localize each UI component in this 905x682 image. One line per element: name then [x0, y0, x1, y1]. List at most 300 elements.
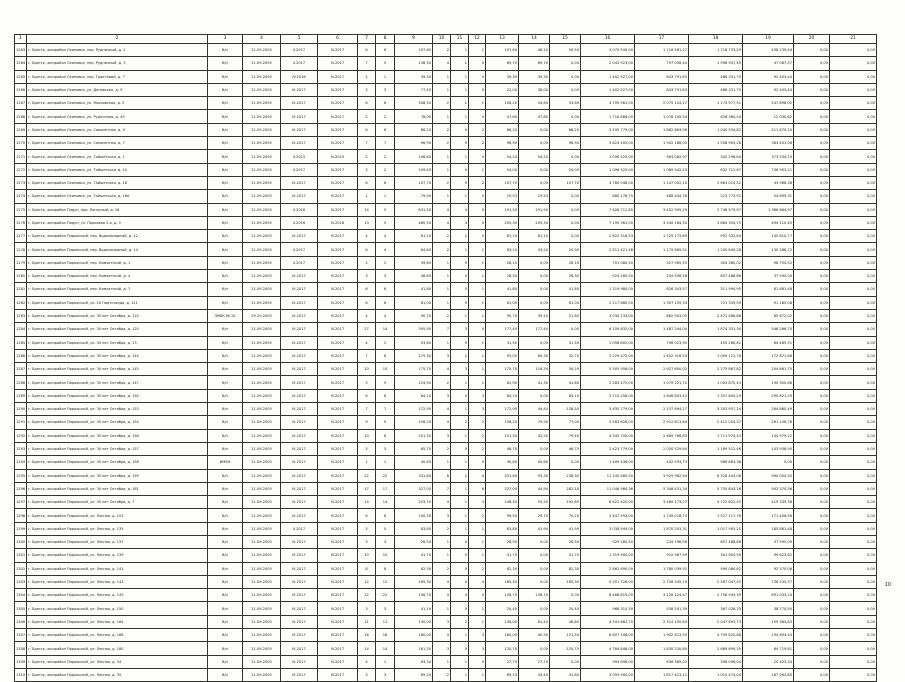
table-cell: IV.2017 [318, 243, 358, 256]
table-cell: б/н [208, 589, 243, 602]
table-cell: 10 [376, 549, 395, 562]
row-number-cell: 1280 [15, 270, 27, 283]
address-cell: г. Братск, жилрайон Порожский, ул. Лесная, д. 150 [27, 602, 208, 615]
table-cell: III.2017 [281, 469, 318, 482]
table-cell: 2 [358, 256, 376, 269]
table-cell: 6 [376, 296, 395, 309]
table-cell: 0,00 [830, 150, 877, 163]
table-cell: 1 089 942,23 [635, 163, 689, 176]
table-cell: III.2017 [281, 296, 318, 309]
table-cell: 2 [469, 562, 486, 575]
table-cell: 0,00 [830, 575, 877, 588]
table-cell: 26,50 [395, 535, 433, 548]
table-cell: 5 [358, 376, 376, 389]
table-cell: 1 [469, 602, 486, 615]
table-cell: 51,60 [550, 309, 581, 322]
table-cell: 0 [451, 123, 469, 136]
table-cell: 13 [358, 216, 376, 229]
row-number-cell: 1288 [15, 376, 27, 389]
table-cell: 1 452 316,54 [635, 349, 689, 362]
table-cell: 3 447 593,00 [581, 509, 635, 522]
table-cell: 261 106,78 [743, 416, 794, 429]
table-cell: 0,00 [519, 535, 550, 548]
table-cell: 21.09.2005 [243, 615, 281, 628]
table-cell: 264 860,49 [743, 403, 794, 416]
table-cell: 1 003 870,43 [689, 376, 743, 389]
table-cell: 69,70 [519, 57, 550, 70]
table-row [15, 323, 877, 336]
row-number-cell: 1278 [15, 243, 27, 256]
table-cell: б/н [208, 442, 243, 455]
table-cell: 1 [376, 456, 395, 469]
table-cell: 6 [376, 176, 395, 189]
table-cell: 21.09.2005 [243, 535, 281, 548]
table-cell: 0,00 [794, 243, 830, 256]
table-cell: 701 080,50 [581, 256, 635, 269]
table-cell: 282,10 [550, 482, 581, 495]
table-cell: 2 [469, 137, 486, 150]
table-cell: 3 229 472,00 [581, 349, 635, 362]
table-cell: 2 [433, 230, 451, 243]
table-cell: 2 314 150,64 [635, 615, 689, 628]
table-cell: 0,00 [830, 336, 877, 349]
table-cell: IV.2017 [318, 562, 358, 575]
table-row [15, 163, 877, 176]
table-cell: 0,00 [830, 323, 877, 336]
table-cell: 0 [451, 535, 469, 548]
table-cell: 0 [451, 256, 469, 269]
table-cell: 0,00 [830, 535, 877, 548]
table-cell: 60,30 [519, 349, 550, 362]
table-cell: 327,00 [486, 482, 519, 495]
row-number-cell: 1295 [15, 469, 27, 482]
table-cell: 3 760 048,00 [581, 176, 635, 189]
table-cell: 28,10 [486, 256, 519, 269]
table-cell: IV.2017 [318, 363, 358, 376]
table-cell: 4 [433, 403, 451, 416]
row-number-cell: 1285 [15, 336, 27, 349]
address-cell: г. Братск, жилрайон Порожский, ул. Лесная, д. 135 [27, 522, 208, 535]
table-cell: 99,50 [486, 509, 519, 522]
table-cell: 120,70 [550, 642, 581, 655]
table-cell: 1 [451, 243, 469, 256]
table-cell: 966 863,36 [689, 456, 743, 469]
table-cell: 63,30 [395, 655, 433, 668]
table-cell: 6 [376, 283, 395, 296]
table-cell: 1 [451, 509, 469, 522]
table-cell: 311 994,95 [689, 283, 743, 296]
table-cell: 194 694,44 [743, 629, 794, 642]
table-cell: 6 [358, 296, 376, 309]
table-cell: 0 [451, 602, 469, 615]
table-cell: 1 169 512,46 [689, 442, 743, 455]
table-cell: 16 [358, 629, 376, 642]
table-cell: 3 215 256,00 [581, 389, 635, 402]
header-cell: 16 [581, 35, 635, 44]
table-cell: III.2017 [281, 376, 318, 389]
table-cell: 130,00 [395, 615, 433, 628]
table-cell: 4 [433, 575, 451, 588]
table-cell: 248,30 [486, 496, 519, 509]
table-cell: III.2017 [281, 602, 318, 615]
row-number-cell: 1268 [15, 110, 27, 123]
row-number-cell: 1263 [15, 44, 27, 57]
table-cell: 54 899,31 [743, 190, 794, 203]
table-cell: 81,40 [519, 615, 550, 628]
table-cell: 6 [376, 44, 395, 57]
table-cell: 48,80 [395, 270, 433, 283]
table-cell: 39,10 [519, 309, 550, 322]
table-cell: 3 480 173,07 [635, 496, 689, 509]
table-cell: б/н [208, 522, 243, 535]
row-number-cell: 1307 [15, 629, 27, 642]
table-cell: 1 711 974,43 [689, 429, 743, 442]
table-cell: 1 096 525,00 [581, 150, 635, 163]
table-cell: 290 821,29 [743, 389, 794, 402]
table-cell: 1 [376, 190, 395, 203]
row-number-cell: 1287 [15, 363, 27, 376]
table-cell: 21.09.2005 [243, 243, 281, 256]
table-cell: 0,00 [794, 230, 830, 243]
table-cell: 10 [376, 363, 395, 376]
table-cell: III.2017 [281, 589, 318, 602]
table-cell: 6 [358, 176, 376, 189]
table-cell: 165,30 [395, 575, 433, 588]
address-cell: г. Братск, жилрайон Порожский, ул. 20 Партсъезда, д. 121 [27, 296, 208, 309]
address-cell: г. Братск, жилрайон Порожский, ул. Лесная, д. 34 [27, 655, 208, 668]
table-row [15, 150, 877, 163]
table-cell: 3 [451, 363, 469, 376]
table-cell: 1 [469, 270, 486, 283]
table-cell: 43,40 [519, 668, 550, 681]
table-row [15, 44, 877, 57]
table-row [15, 83, 877, 96]
table-cell: 69,20 [486, 668, 519, 681]
table-cell: 968 310,50 [581, 602, 635, 615]
table-cell: 3 [433, 615, 451, 628]
table-cell: 205,30 [486, 216, 519, 229]
table-cell: 0,00 [519, 575, 550, 588]
table-cell: 2 [376, 256, 395, 269]
table-cell: б/н [208, 97, 243, 110]
table-row [15, 655, 877, 668]
table-cell: III.2017 [281, 110, 318, 123]
table-cell: 124,90 [395, 376, 433, 389]
table-cell: 20,90 [550, 243, 581, 256]
table-cell: 144 979,22 [743, 429, 794, 442]
table-row [15, 496, 877, 509]
row-number-cell: 1282 [15, 296, 27, 309]
table-row [15, 110, 877, 123]
table-cell: 1 [469, 376, 486, 389]
table-cell: 3 824 405,00 [581, 137, 635, 150]
table-cell: 39,60 [395, 256, 433, 269]
table-cell: IV.2017 [318, 97, 358, 110]
table-cell: 0,00 [830, 57, 877, 70]
table-cell: 891 033,14 [743, 589, 794, 602]
table-cell: 952 332,84 [689, 230, 743, 243]
table-cell: 1 [433, 70, 451, 83]
table-cell: 1 558 905,28 [689, 137, 743, 150]
table-cell: 90,70 [395, 309, 433, 322]
table-cell: 81,10 [395, 230, 433, 243]
table-cell: 1 780 039,92 [635, 562, 689, 575]
table-cell: 0,00 [830, 442, 877, 455]
table-cell: 120,70 [486, 642, 519, 655]
table-cell: 994 696,00 [581, 655, 635, 668]
table-cell: 736 903,21 [743, 163, 794, 176]
table-cell: 1 [433, 150, 451, 163]
table-cell: 69,20 [395, 668, 433, 681]
table-cell: 0,00 [830, 44, 877, 57]
table-cell: 8 [358, 562, 376, 575]
table-cell: 41,70 [550, 549, 581, 562]
table-cell: 107,60 [486, 44, 519, 57]
table-cell: 7 [376, 137, 395, 150]
table-cell: 81,10 [519, 230, 550, 243]
table-cell: 223 773,91 [689, 190, 743, 203]
table-cell: 14 [376, 496, 395, 509]
table-cell: 1 [358, 70, 376, 83]
table-cell: 27 [358, 323, 376, 336]
table-cell: 3 [469, 403, 486, 416]
table-cell: 0,00 [794, 629, 830, 642]
table-cell: 4 [433, 57, 451, 70]
table-cell: III.2017 [281, 549, 318, 562]
table-cell: 0,00 [519, 270, 550, 283]
table-cell: 1 527 117,76 [689, 509, 743, 522]
table-cell: 20 423,34 [743, 655, 794, 668]
table-cell: 2 663 010,52 [689, 176, 743, 189]
table-cell: 40,50 [519, 629, 550, 642]
table-cell: 3 [433, 389, 451, 402]
table-cell: 2 267 047,45 [689, 575, 743, 588]
table-cell: 2 [433, 562, 451, 575]
table-cell: 161,30 [395, 642, 433, 655]
table-cell: IV.2017 [318, 416, 358, 429]
table-cell: 1 200 849,28 [689, 243, 743, 256]
table-cell: 1 [469, 535, 486, 548]
table-cell: 0,00 [794, 602, 830, 615]
table-cell: IV.2017 [318, 323, 358, 336]
table-cell: 234 598,58 [635, 270, 689, 283]
table-cell: 1 409 438,00 [581, 456, 635, 469]
table-row [15, 256, 877, 269]
table-cell: 1 [433, 163, 451, 176]
table-cell: 1 [469, 549, 486, 562]
table-cell: 7 [358, 57, 376, 70]
table-row [15, 602, 877, 615]
table-cell: б/н [208, 137, 243, 150]
table-row [15, 416, 877, 429]
table-cell: 6 [358, 283, 376, 296]
table-row [15, 376, 877, 389]
table-cell: 8 [376, 562, 395, 575]
table-cell: 1 [433, 190, 451, 203]
table-cell: 32,70 [550, 349, 581, 362]
table-cell: 6 [376, 389, 395, 402]
table-cell: 46,70 [486, 442, 519, 455]
table-cell: 64 719,81 [743, 642, 794, 655]
table-cell: III.2017 [281, 615, 318, 628]
table-cell: 3 [376, 668, 395, 681]
table-cell: 2 758 545,19 [635, 575, 689, 588]
table-cell: 26,50 [486, 535, 519, 548]
table-cell: 55,50 [519, 496, 550, 509]
table-cell: 3 [469, 629, 486, 642]
table-cell: б/н [208, 57, 243, 70]
table-cell: 0,00 [794, 70, 830, 83]
table-cell: 3 452 995,29 [635, 203, 689, 216]
address-cell: г. Братск, жилрайон Осиновка, ул. Тайшетская, д. 10 [27, 163, 208, 176]
table-cell: 419 339,38 [743, 496, 794, 509]
table-cell: III.2017 [281, 429, 318, 442]
table-cell: 5 [358, 522, 376, 535]
table-cell: 1 179 865,51 [635, 243, 689, 256]
table-cell: 797 058,44 [635, 57, 689, 70]
table-cell: 159 383,83 [743, 615, 794, 628]
table-cell: 156,20 [486, 416, 519, 429]
table-cell: 4 [433, 589, 451, 602]
table-cell: 1 [451, 629, 469, 642]
table-cell: 41,80 [550, 283, 581, 296]
row-number-cell: 1302 [15, 562, 27, 575]
table-cell: 0,00 [519, 137, 550, 150]
table-cell: 21.09.2005 [243, 176, 281, 189]
table-cell: 0,00 [830, 522, 877, 535]
table-cell: 0,00 [830, 216, 877, 229]
table-cell: 990 080,62 [689, 562, 743, 575]
address-cell: г. Братск, жилрайон Осиновка, ул. Рудничная, д. 49 [27, 110, 208, 123]
table-cell: 21.09.2005 [243, 123, 281, 136]
header-cell: 1 [15, 35, 27, 44]
table-cell: 61,00 [395, 296, 433, 309]
table-cell: 826 343,57 [635, 283, 689, 296]
table-cell: 86,20 [486, 123, 519, 136]
table-cell: 2 [469, 176, 486, 189]
table-cell: 0,00 [830, 203, 877, 216]
table-row [15, 176, 877, 189]
row-number-cell: 1299 [15, 522, 27, 535]
table-cell: 17 [358, 482, 376, 495]
table-cell: 0,00 [830, 243, 877, 256]
table-cell: 0,00 [830, 482, 877, 495]
table-cell: б/н [208, 110, 243, 123]
table-cell: б/н [208, 416, 243, 429]
table-cell: 1 015 474,04 [689, 668, 743, 681]
table-cell: 41,80 [395, 283, 433, 296]
table-cell: 59,50 [550, 44, 581, 57]
table-cell: 442 593,73 [635, 456, 689, 469]
table-cell: 2 [469, 442, 486, 455]
table-cell: б/н [208, 363, 243, 376]
table-row [15, 668, 877, 681]
address-cell: г. Братск, жилрайон Порожский, ул. Лесная, д. 35 [27, 668, 208, 681]
table-cell: 53,60 [550, 97, 581, 110]
table-cell: IV.2017 [318, 629, 358, 642]
table-cell: 0,00 [830, 83, 877, 96]
table-row [15, 230, 877, 243]
table-cell: 5 [376, 203, 395, 216]
table-cell: 1 718 561,27 [635, 44, 689, 57]
table-cell: 1 [433, 535, 451, 548]
table-cell: 0,00 [794, 376, 830, 389]
table-cell: 21.09.2005 [243, 575, 281, 588]
table-cell: 0,00 [794, 403, 830, 416]
table-cell: 0 [451, 296, 469, 309]
table-cell: 22 [376, 589, 395, 602]
table-cell: 151,30 [486, 429, 519, 442]
table-cell: 82,30 [550, 562, 581, 575]
address-cell: г. Братск, жилрайон Порожский, ул. 30 лет Октября, д. 120 [27, 323, 208, 336]
table-cell: IV.2017 [318, 496, 358, 509]
table-cell: 0 [451, 283, 469, 296]
row-number-cell: 1300 [15, 535, 27, 548]
table-cell: 48,10 [519, 44, 550, 57]
address-cell: г. Братск, жилрайон Осиновка, ул. Тайшетская, д. 16 [27, 176, 208, 189]
table-cell: 0,00 [830, 309, 877, 322]
table-cell: 91 185,08 [743, 296, 794, 309]
table-row [15, 243, 877, 256]
table-cell: 1 848 803,43 [635, 389, 689, 402]
table-cell: 1 [451, 57, 469, 70]
row-number-cell: 1305 [15, 602, 27, 615]
table-cell: 2 748 579,97 [689, 203, 743, 216]
table-cell: 1 [451, 429, 469, 442]
table-cell: IV.2017 [318, 456, 358, 469]
table-cell: б/н [208, 509, 243, 522]
table-row [15, 482, 877, 495]
table-cell: б/н [208, 83, 243, 96]
table-cell: 486 331,75 [689, 70, 743, 83]
table-cell: 21.09.2005 [243, 629, 281, 642]
table-cell: 0,00 [519, 336, 550, 349]
table-cell: 1 [469, 44, 486, 57]
table-cell: 395,90 [395, 323, 433, 336]
table-cell: б/н [208, 549, 243, 562]
table-cell: 3 [433, 509, 451, 522]
table-cell: 205,30 [519, 216, 550, 229]
table-cell: 151,30 [395, 429, 433, 442]
table-cell: 175,70 [395, 363, 433, 376]
table-cell: 0,00 [550, 216, 581, 229]
table-cell: 4 [433, 416, 451, 429]
table-cell: 21.09.2005 [243, 403, 281, 416]
table-cell: 1 [358, 456, 376, 469]
table-cell: 0,00 [830, 496, 877, 509]
table-cell: ЗМЕК № 10 [208, 309, 243, 322]
table-cell: 1 009 121,78 [689, 349, 743, 362]
table-cell: 5 551 728,00 [581, 575, 635, 588]
table-cell: 2 [469, 429, 486, 442]
table-cell: 21.09.2005 [243, 469, 281, 482]
table-cell: 6 [358, 123, 376, 136]
table-cell: 1 [451, 668, 469, 681]
table-cell: 84,10 [486, 389, 519, 402]
table-cell: 22 [358, 469, 376, 482]
row-number-cell: 1277 [15, 230, 27, 243]
table-cell: 2 423 779,00 [581, 442, 635, 455]
table-cell: б/н [208, 176, 243, 189]
table-cell: 41,10 [395, 602, 433, 615]
table-row [15, 123, 877, 136]
table-cell: 96,90 [395, 137, 433, 150]
table-cell: 1 [433, 655, 451, 668]
table-cell: 0,00 [830, 642, 877, 655]
table-cell: IV.2017 [318, 336, 358, 349]
table-cell: 657 488,86 [689, 535, 743, 548]
table-cell: 0,00 [830, 469, 877, 482]
